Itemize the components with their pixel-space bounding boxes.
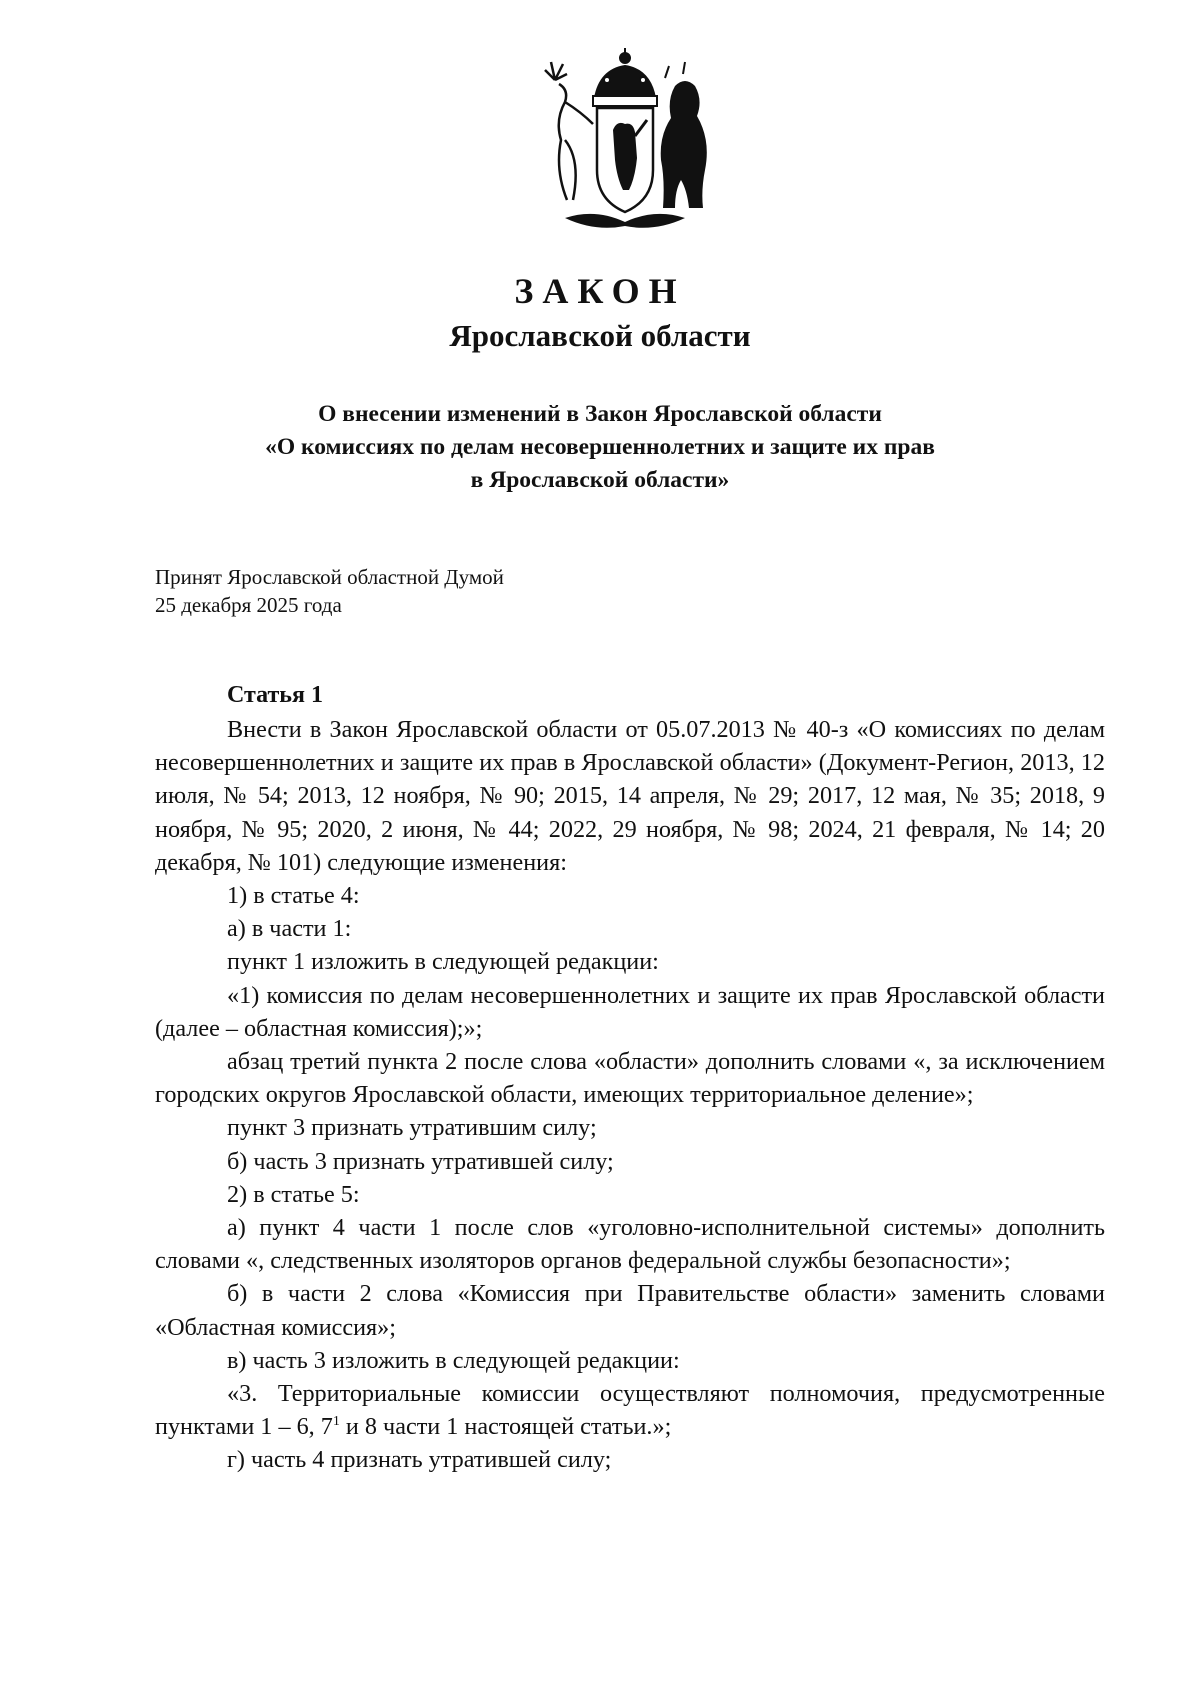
foliage-icon	[565, 214, 685, 228]
crown-icon	[593, 48, 657, 106]
article-paragraph: «1) комиссия по делам несовершеннолетних и защите их прав Ярославской области (далее – областная комиссия);»;	[155, 981, 1105, 1042]
adopted-date-line: 25 декабря 2025 года	[155, 593, 342, 617]
article-paragraph: абзац третий пункта 2 после слова «области» дополнить словами «, за исключением городских округов Ярославской области, имеющих территориальное деление»;	[155, 1048, 1105, 1109]
law-subtitle-line-1: О внесении изменений в Закон Ярославской области	[318, 401, 882, 427]
law-subtitle-line-3: в Ярославской области»	[470, 467, 730, 493]
superscript-index: 1	[332, 1414, 340, 1430]
adopted-by-line: Принят Ярославской областной Думой	[155, 565, 504, 589]
deer-icon	[545, 62, 593, 200]
article-paragraph	[155, 1377, 1105, 1443]
bear-supporter-icon	[661, 81, 707, 208]
paragraph-text: «3. Территориальные комиссии осуществляют полномочия, предусмотренные пунктами 1 – 6, 7	[155, 1380, 1105, 1441]
article-paragraph: г) часть 4 признать утратившей силу;	[227, 1446, 612, 1474]
article-paragraph: а) пункт 4 части 1 после слов «уголовно-исполнительной системы» дополнить словами «, следственных изоляторов органов федеральной службы безопасности»;	[155, 1214, 1105, 1275]
article-paragraph: пункт 1 изложить в следующей редакции:	[227, 948, 659, 976]
paragraph-text: и 8 части 1 настоящей статьи.»;	[339, 1413, 672, 1441]
law-subtitle-line-2: «О комиссиях по делам несовершеннолетних и защите их прав	[265, 434, 935, 460]
document-type-title: ЗАКОН	[514, 271, 686, 311]
article-paragraph: в) часть 3 изложить в следующей редакции:	[227, 1346, 680, 1374]
article-body	[155, 713, 1105, 1477]
article-paragraph: пункт 3 признать утратившим силу;	[227, 1114, 597, 1142]
article-paragraph: б) в части 2 слова «Комиссия при Правительстве области» заменить словами «Областная комиссия»;	[155, 1280, 1105, 1341]
article-heading: Статья 1	[227, 682, 323, 708]
article-paragraph: Внести в Закон Ярославской области от 05.07.2013 № 40-з «О комиссиях по делам несовершеннолетних и защите их прав в Ярославской области» (Документ-Регион, 2013, 12 июля, № 54; 2013, 12 ноября, № 90; 2015, 14 апреля, № 29; 2017, 12 мая, № 35; 2018, 9 ноября, № 95; 2020, 2 июня, № 44; 2022, 29 ноября, № 98; 2024, 21 февраля, № 14; 20 декабря, № 101) следующие изменения:	[155, 716, 1105, 876]
coat-of-arms-emblem	[525, 40, 725, 240]
region-title: Ярославской области	[449, 318, 751, 353]
article-paragraph: а) в части 1:	[227, 915, 352, 943]
article-paragraph: 2) в статье 5:	[227, 1180, 360, 1208]
article-paragraph: 1) в статье 4:	[227, 882, 360, 910]
article-paragraph: б) часть 3 признать утратившей силу;	[227, 1147, 614, 1175]
